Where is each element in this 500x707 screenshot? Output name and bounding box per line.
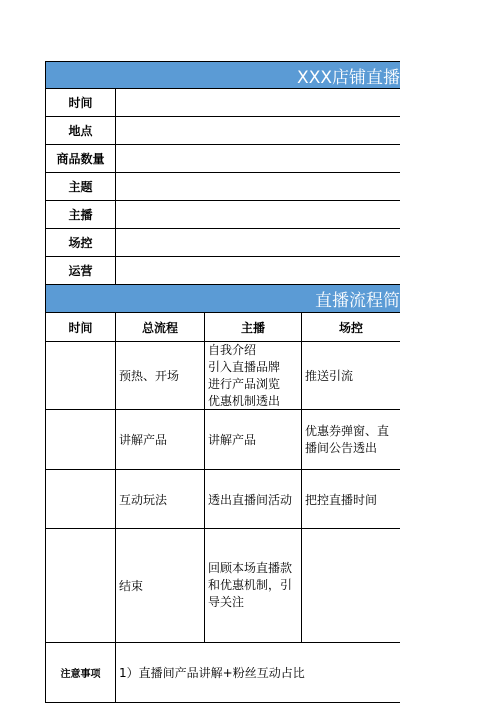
flow-host-cell: 讲解产品 <box>204 410 301 470</box>
info-value-cell[interactable] <box>115 229 400 257</box>
col-header-control: 场控 <box>301 313 400 342</box>
flow-stage-cell: 结束 <box>115 529 204 643</box>
info-value-cell[interactable] <box>115 257 400 285</box>
info-label: 地点 <box>45 117 115 145</box>
col-header-host: 主播 <box>204 313 301 342</box>
table-row <box>45 529 400 643</box>
table-row <box>45 410 400 470</box>
notes-row <box>45 643 400 703</box>
flow-header-row <box>45 313 400 342</box>
info-row-operations <box>45 257 400 285</box>
flow-host-cell: 自我介绍 引入直播品牌 进行产品浏览 优惠机制透出 <box>204 342 301 410</box>
flow-control-cell: 把控直播时间 <box>301 470 400 529</box>
info-value-cell[interactable] <box>115 145 400 173</box>
flow-banner <box>45 285 400 313</box>
flow-time-cell[interactable] <box>45 470 115 529</box>
flow-time-cell[interactable] <box>45 529 115 643</box>
flow-time-cell[interactable] <box>45 342 115 410</box>
info-label: 主播 <box>45 201 115 229</box>
col-header-stage: 总流程 <box>115 313 204 342</box>
info-row-host <box>45 201 400 229</box>
flow-time-cell[interactable] <box>45 410 115 470</box>
flow-control-cell: 推送引流 <box>301 342 400 410</box>
flow-stage-cell: 互动玩法 <box>115 470 204 529</box>
info-label: 运营 <box>45 257 115 285</box>
info-label: 时间 <box>45 89 115 117</box>
info-label: 场控 <box>45 229 115 257</box>
flow-host-cell: 回顾本场直播款 和优惠机制，引 导关注 <box>204 529 301 643</box>
col-header-time: 时间 <box>45 313 115 342</box>
info-row-field-control <box>45 229 400 257</box>
info-label: 商品数量 <box>45 145 115 173</box>
notes-text: 1）直播间产品讲解+粉丝互动占比 <box>115 643 400 703</box>
flow-control-cell <box>301 529 400 643</box>
info-label: 主题 <box>45 173 115 201</box>
info-value-cell[interactable] <box>115 89 400 117</box>
info-row-theme <box>45 173 400 201</box>
info-value-cell[interactable] <box>115 117 400 145</box>
flow-control-cell: 优惠券弹窗、直 播间公告透出 <box>301 410 400 470</box>
flow-host-cell: 透出直播间活动 <box>204 470 301 529</box>
flow-stage-cell: 预热、开场 <box>115 342 204 410</box>
info-value-cell[interactable] <box>115 201 400 229</box>
info-row-location <box>45 117 400 145</box>
flow-banner-text: 直播流程简 <box>315 291 400 311</box>
title-banner <box>45 61 400 89</box>
info-row-product-count <box>45 145 400 173</box>
notes-label: 注意事项 <box>45 643 115 703</box>
table-row <box>45 470 400 529</box>
title-banner-text: XXX店铺直播 <box>297 67 400 88</box>
flow-stage-cell: 讲解产品 <box>115 410 204 470</box>
table-row <box>45 342 400 410</box>
info-value-cell[interactable] <box>115 173 400 201</box>
info-row-time <box>45 89 400 117</box>
